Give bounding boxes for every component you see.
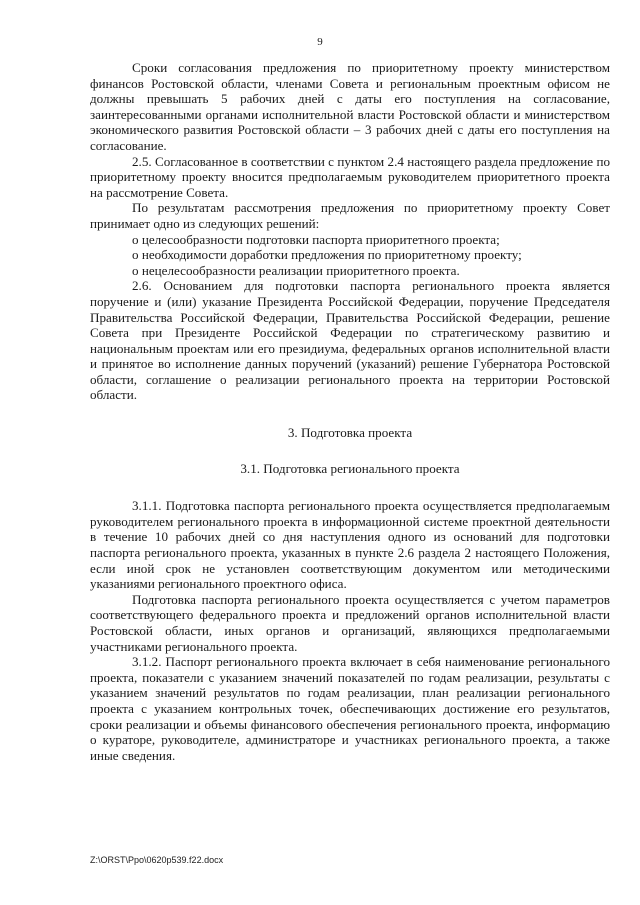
section-heading: 3. Подготовка проекта [287,425,413,441]
paragraph-2-5: 2.5. Согласованное в соответствии с пунктом 2.4 настоящего раздела предложение по приоритетному проекту вносится предполагаемым руководителем приоритетного проекта на рассмотрение Совета. [90,153,610,200]
paragraph-2-6: 2.6. Основанием для подготовки паспорта регионального проекта является поручение и (или) указание Президента Российской Федерации, поручение Председателя Правительства Российской Федерации, Правительства Российской Федерации, решение Совета при Президенте Российской Федерации по стратегическому развитию и национальным проектам или его президиума, федеральных органов исполнительной власти и принятое во исполнение данных поручений (указаний) решение Губернатора Ростовской области, соглашение о реализации регионального проекта на территории Ростовской области. [90,278,610,403]
decision-item: о целесообразности подготовки паспорта приоритетного проекта; [132,231,500,247]
paragraph-approval-terms: Сроки согласования предложения по приоритетному проекту министерством финансов Ростовской области, членами Совета и региональным проектным офисом не должны превышать 5 рабочих дней с даты его поступления на согласование, заинтересованными органами исполнительной власти Ростовской области и министерством экономического развития Ростовской области – 3 рабочих дней с даты его поступления на согласование. [90,60,610,153]
decision-item: о необходимости доработки предложения по приоритетному проекту; [132,247,522,263]
paragraph-3-1-2: 3.1.2. Паспорт регионального проекта включает в себя наименование регионального проекта, показатели с указанием значений показателей по годам реализации, результаты с указанием значений результатов по годам реализации, план реализации регионального проекта с указанием контрольных точек, обеспечивающих достижение его результатов, сроки реализации и объемы финансового обеспечения регионального проекта, информацию о кураторе, руководителе, администраторе и участниках регионального проекта, а также иные сведения. [90,654,610,763]
paragraph-council-decision: По результатам рассмотрения предложения по приоритетному проекту Совет принимает одно из следующих решений: [90,200,610,231]
document-body [90,60,610,763]
paragraph-3-1-1: 3.1.1. Подготовка паспорта регионального проекта осуществляется предполагаемым руководителем регионального проекта в информационной системе проектной деятельности в течение 10 рабочих дней со дня наступления одного из оснований для подготовки паспорта регионального проекта, указанных в пункте 2.6 раздела 2 настоящего Положения, если иной срок не установлен соответствующим документом или методическими указаниями регионального проектного офиса. [90,498,610,592]
decision-item: о нецелесообразности реализации приоритетного проекта. [132,262,460,278]
decision-list [90,232,610,279]
page-number: 9 [317,36,323,48]
subsection-heading: 3.1. Подготовка регионального проекта [240,460,460,476]
file-path-footer: Z:\ORST\Ppo\0620p539.f22.docx [90,855,224,865]
paragraph-passport-preparation: Подготовка паспорта регионального проекта осуществляется с учетом параметров соответствующего федерального проекта и предложений органов исполнительной власти Ростовской области, иных органов и организаций, являющихся предполагаемыми участниками регионального проекта. [90,591,610,654]
